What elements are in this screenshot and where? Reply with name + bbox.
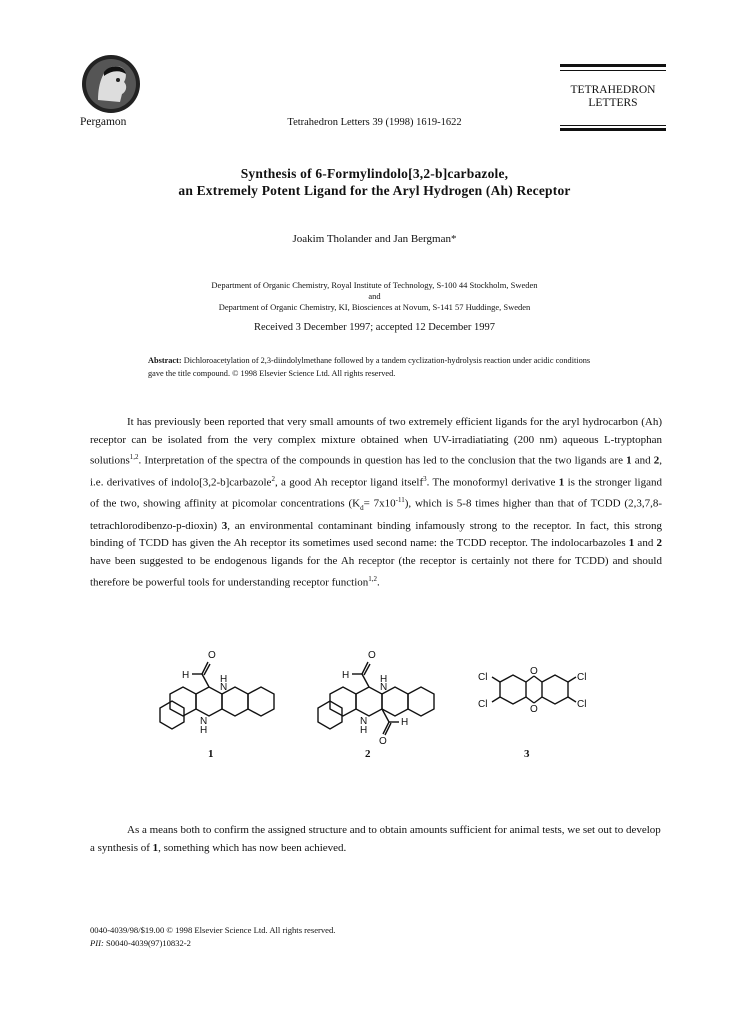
atom-label: O — [379, 736, 387, 747]
atom-label: N — [200, 716, 208, 727]
citation: 1,2 — [368, 574, 378, 583]
abstract-text: Dichloroacetylation of 2,3-diindolylmethane followed by a tandem cyclization-hydrolysis reaction under acidic conditions gave the title compound. © 1998 Elsevier Science Ltd. All rights reserved. — [148, 356, 591, 378]
text-run: It has previously been reported that very small amounts of two extremely efficient ligands for the aryl hydrocarbon (Ah) receptor can be isolated from the very complex mixture obtained when UV-irradiatiating (200 nm) aqueous L-tryptophan solutions — [90, 416, 662, 468]
journal-name — [560, 84, 666, 110]
atom-label: N — [220, 682, 228, 693]
abstract — [148, 354, 603, 380]
header-rule — [560, 70, 666, 71]
structure-2 — [318, 662, 434, 735]
text-run: , a good Ah receptor ligand itself — [274, 476, 424, 489]
journal-name-line2: LETTERS — [588, 97, 638, 109]
text-run: = 7x10 — [363, 497, 396, 510]
pii-value: S0040-4039(97)10832-2 — [103, 938, 191, 948]
atom-label: H — [380, 674, 388, 685]
publisher-name: Pergamon — [80, 116, 127, 128]
structure-3 — [492, 675, 576, 704]
compound-ref: 2 — [656, 537, 662, 550]
affiliation-1: Department of Organic Chemistry, Royal Institute of Technology, S-100 44 Stockholm, Sweden — [211, 280, 538, 290]
structure-label-2: 2 — [365, 748, 371, 760]
atom-label: N — [380, 682, 388, 693]
pii-line — [90, 937, 335, 950]
text-run: As a means both to confirm the assigned structure and to obtain amounts sufficient for animal tests, we set out to develop a synthesis of — [90, 824, 661, 854]
title-line2: an Extremely Potent Ligand for the Aryl Hydrogen (Ah) Receptor — [178, 183, 571, 198]
subscript: d — [360, 503, 364, 512]
text-run: , an environmental contaminant binding infamously strong to the receptor. In fact, this strong binding of TCDD has given the Ah receptor its sometimes used second name: the TCDD receptor. The indolocarbazoles — [90, 519, 662, 550]
body-paragraph-1 — [90, 414, 662, 592]
atom-label: H — [401, 717, 409, 728]
abstract-label: Abstract: — [148, 356, 182, 365]
pergamon-logo-icon — [80, 52, 142, 116]
text-run: , something which has now been achieved. — [158, 841, 347, 854]
atom-label: Cl — [577, 672, 587, 683]
atom-label: H — [220, 674, 228, 685]
affiliation-2: Department of Organic Chemistry, KI, Biosciences at Novum, S-141 57 Huddinge, Sweden — [218, 302, 531, 312]
text-run: . Interpretation of the spectra of the compounds in question has led to the conclusion that the two ligands are — [138, 455, 627, 468]
copyright-line: 0040-4039/98/$19.00 © 1998 Elsevier Science Ltd. All rights reserved. — [90, 925, 336, 935]
compound-ref: 1 — [628, 537, 635, 550]
text-run: . — [377, 576, 380, 589]
compound-ref: 1 — [626, 455, 632, 468]
atom-label: N — [360, 716, 368, 727]
citation: 1,2 — [129, 453, 139, 462]
atom-label: H — [342, 670, 350, 681]
atom-label: Cl — [478, 699, 488, 710]
journal-name-line1: TETRAHEDRON — [570, 84, 656, 96]
journal-reference: Tetrahedron Letters 39 (1998) 1619-1622 — [287, 117, 462, 128]
text-run: . The monoformyl derivative — [426, 476, 559, 489]
text-run: is the stronger ligand of the two, showing affinity at picomolar concentrations (K — [90, 476, 662, 510]
article-title — [60, 165, 689, 199]
atom-label: O — [208, 650, 216, 661]
structure-1 — [160, 662, 274, 729]
atom-label: O — [530, 704, 538, 715]
citation: 2 — [271, 474, 275, 483]
citation: 3 — [423, 474, 427, 483]
exponent: -11 — [395, 496, 405, 505]
header-rule — [560, 128, 666, 131]
atom-label: H — [200, 725, 208, 736]
atom-label: Cl — [577, 699, 587, 710]
received-dates: Received 3 December 1997; accepted 12 December 1997 — [253, 322, 496, 333]
atom-label: Cl — [478, 672, 488, 683]
header-rule — [560, 125, 666, 126]
structure-label-1: 1 — [208, 748, 214, 760]
authors: Joakim Tholander and Jan Bergman* — [292, 233, 457, 245]
atom-label: O — [368, 650, 376, 661]
body-paragraph-2 — [90, 822, 662, 857]
compound-ref: 3 — [221, 519, 228, 532]
footer — [90, 924, 335, 950]
compound-ref: 1 — [558, 476, 565, 489]
pii-label: PII: — [90, 938, 104, 948]
header-rule — [560, 64, 666, 67]
affiliations — [60, 280, 689, 313]
compound-ref: 2 — [653, 455, 660, 468]
atom-label: O — [530, 666, 538, 677]
text-run: and — [634, 537, 657, 550]
structure-label-3: 3 — [524, 748, 530, 760]
title-line1: Synthesis of 6-Formylindolo[3,2-b]carbazole, — [240, 166, 509, 181]
affiliation-and: and — [368, 291, 381, 301]
text-run: , i.e. derivatives of indolo[3,2-b]carbazole — [90, 455, 662, 489]
text-run: and — [631, 455, 654, 468]
atom-label: H — [182, 670, 190, 681]
atom-label: H — [360, 725, 368, 736]
text-run: ), which is 5-8 times higher than that of TCDD (2,3,7,8-tetrachlorodibenzo-p-dioxin) — [90, 497, 662, 532]
text-run: have been suggested to be endogenous ligands for the Ah receptor (the receptor is certainly not there for TCDD) and should therefore be powerful tools for understanding receptor function — [90, 555, 662, 589]
compound-ref: 1 — [152, 841, 159, 854]
